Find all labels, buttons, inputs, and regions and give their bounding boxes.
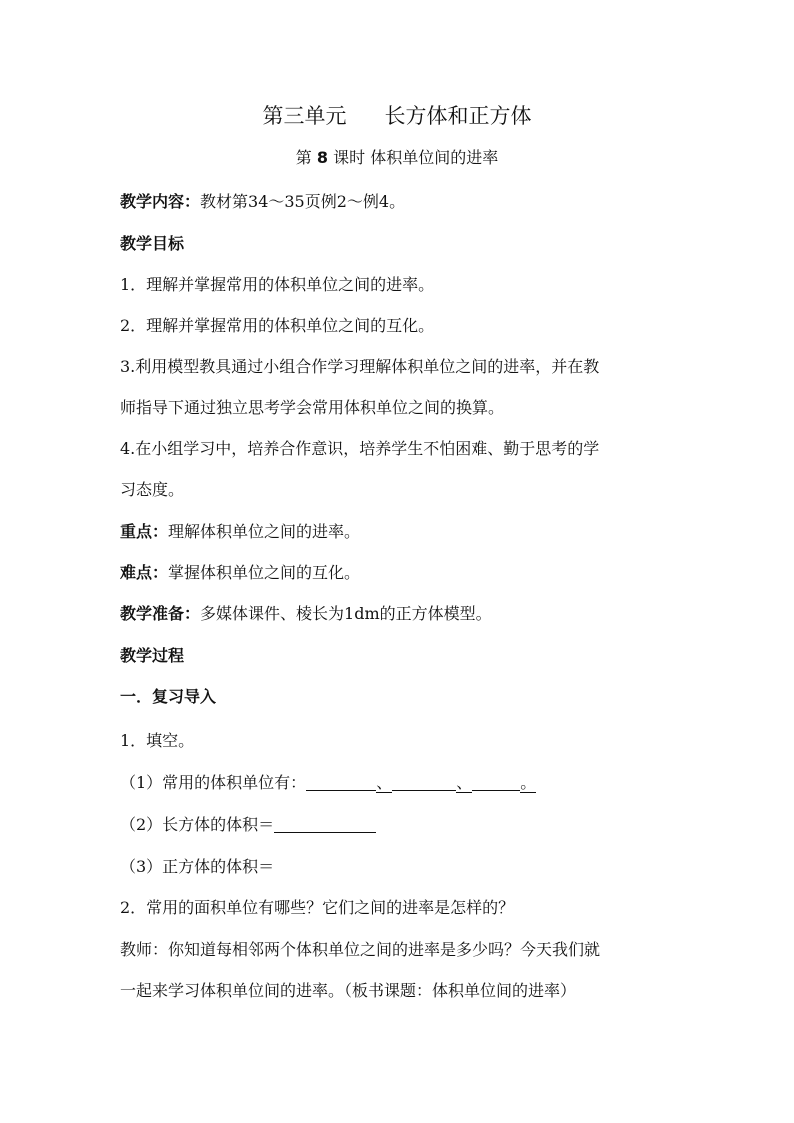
question-1-1-text: （1）常用的体积单位有： [120,773,307,792]
lesson-subtitle [0,146,794,170]
question-1: 1．填空。 [120,731,195,750]
teaching-content-label: 教学内容： [120,192,201,211]
answer-blank [472,774,520,791]
answer-blank [274,816,376,833]
key-point-text: 理解体积单位之间的进率。 [168,522,361,541]
teacher-line: 一起来学习体积单位间的进率。（板书课题：体积单位间的进率） [120,981,577,1000]
preparation [120,604,492,624]
difficulty-label: 难点： [120,563,169,582]
answer-blank [306,774,376,791]
goal-line: 1．理解并掌握常用的体积单位之间的进率。 [120,275,435,294]
unit-title-left: 第三单元 [262,104,347,128]
key-point [120,522,360,542]
separator: 、 [456,773,473,792]
teacher-line: 教师：你知道每相邻两个体积单位之间的进率是多少吗？今天我们就 [120,940,601,959]
process-heading: 教学过程 [120,646,185,665]
goals-heading: 教学目标 [120,234,185,253]
goal-line: 师指导下通过独立思考学会常用体积单位之间的换算。 [120,398,505,417]
teaching-content [120,192,405,212]
goal-line: 2．理解并掌握常用的体积单位之间的互化。 [120,316,435,335]
difficulty-text: 掌握体积单位之间的互化。 [168,563,361,582]
unit-title [0,100,794,132]
lesson-suffix: 课时 体积单位间的进率 [333,148,499,167]
preparation-label: 教学准备： [120,604,201,623]
section1-heading: 一．复习导入 [120,687,217,706]
answer-blank [392,774,456,791]
question-1-2 [120,815,376,835]
question-2: 2．常用的面积单位有哪些？它们之间的进率是怎样的？ [120,898,515,917]
goal-line: 4.在小组学习中，培养合作意识，培养学生不怕困难、勤于思考的学 [120,439,600,458]
question-1-3: （3）正方体的体积＝ [120,857,275,876]
goal-line: 3.利用模型教具通过小组合作学习理解体积单位之间的进率，并在教 [120,357,600,376]
unit-title-right: 长方体和正方体 [384,104,532,128]
lesson-number: 8 [316,148,329,167]
question-1-2-text: （2）长方体的体积＝ [120,815,275,834]
goal-line: 习态度。 [120,480,185,499]
lesson-prefix: 第 [295,148,312,167]
period: 。 [520,773,537,792]
question-1-1 [120,773,536,793]
preparation-text: 多媒体课件、棱长为1dm的正方体模型。 [200,604,492,623]
difficulty [120,563,360,583]
separator: 、 [376,773,393,792]
key-point-label: 重点： [120,522,169,541]
teaching-content-text: 教材第34～35页例2～例4。 [200,192,406,211]
